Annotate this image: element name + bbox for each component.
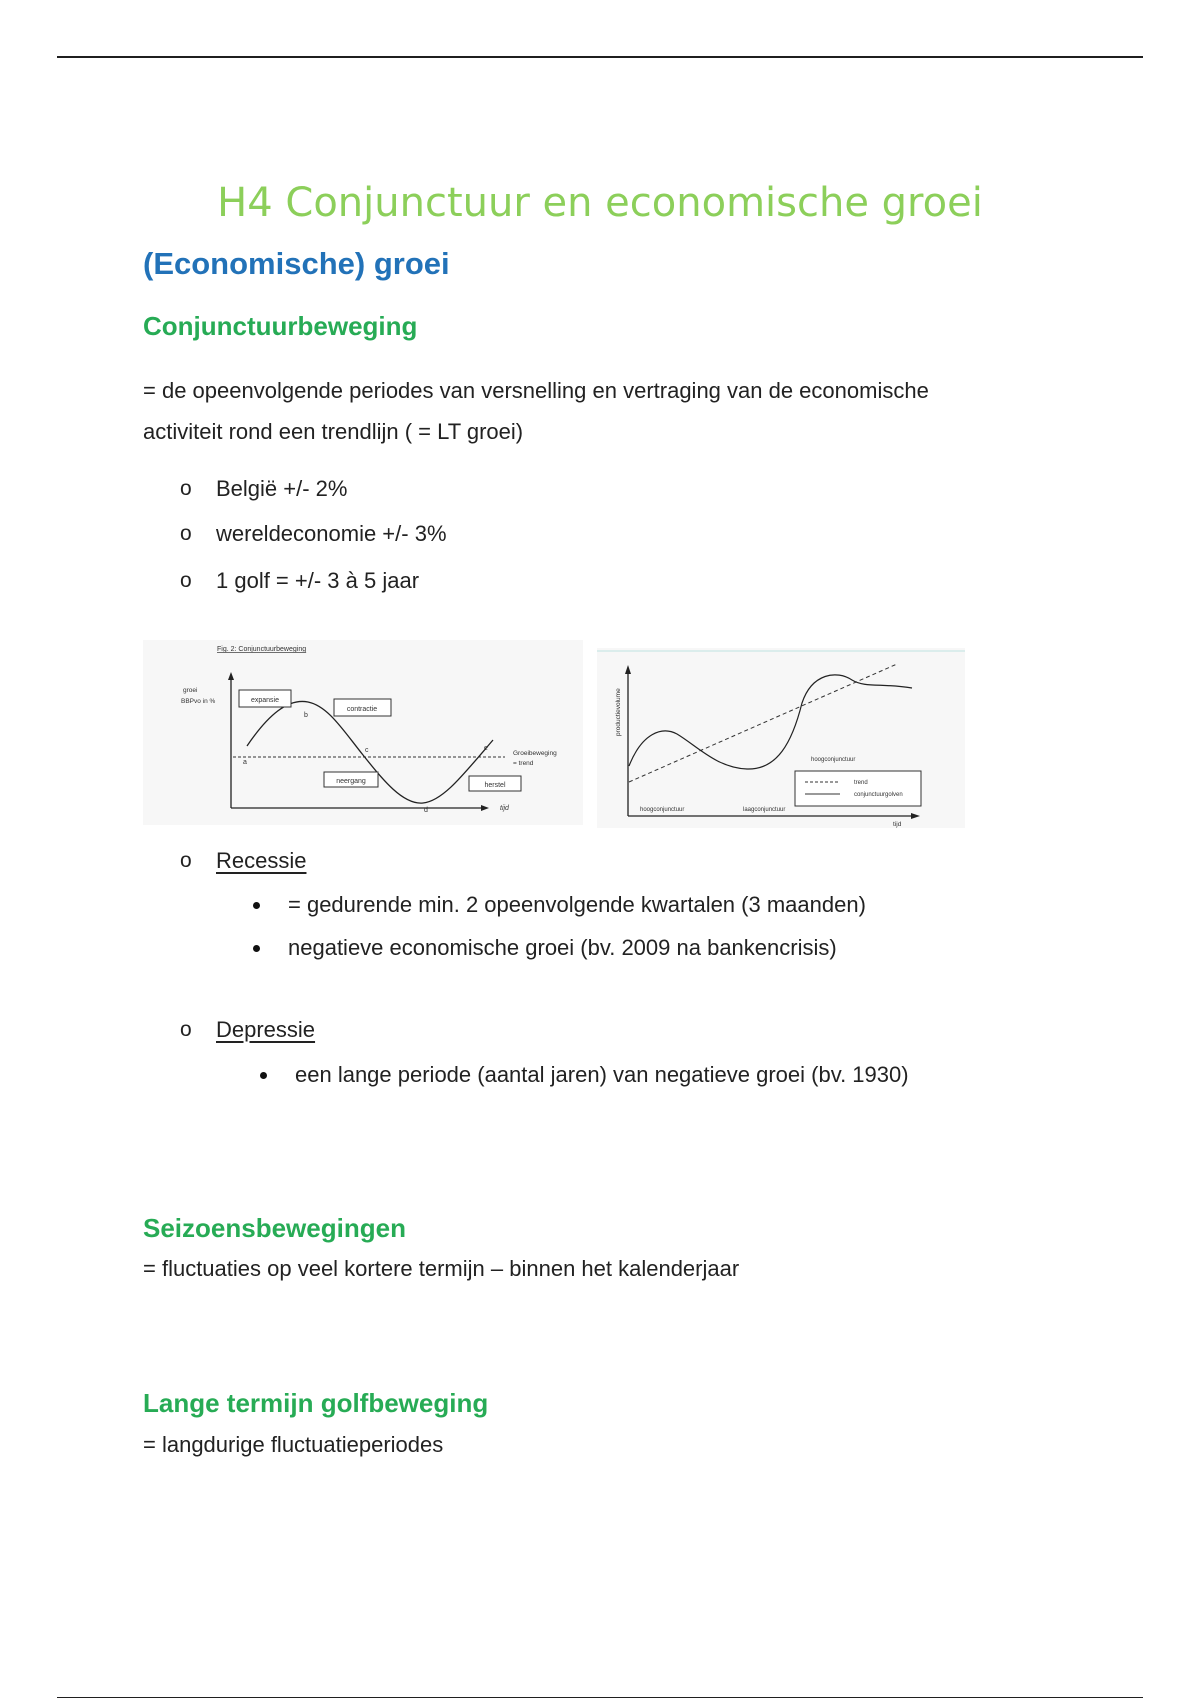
seizoens-definition: = fluctuaties op veel kortere termijn – binnen het kalenderjaar <box>143 1256 740 1281</box>
phase-label: herstel <box>484 782 506 789</box>
y-axis-label: BBPvo in % <box>181 698 216 705</box>
point-label: b <box>304 712 308 719</box>
point-label: c <box>365 747 369 754</box>
x-axis-label: tijd <box>500 805 509 812</box>
bullet-marker: o <box>180 522 192 545</box>
point-label: e <box>484 745 488 752</box>
phase-label: laagconjunctuur <box>743 807 786 813</box>
x-axis-label: tijd <box>893 821 902 828</box>
figure-background <box>143 640 583 825</box>
list-item: = gedurende min. 2 opeenvolgende kwartalen (3 maanden) <box>288 892 866 917</box>
list-item: België +/- 2% <box>216 476 348 501</box>
list-item: 1 golf = +/- 3 à 5 jaar <box>216 568 420 593</box>
y-axis-label: groei <box>183 687 198 694</box>
definition-line-2: activiteit rond een trendlijn ( = LT groei) <box>143 419 524 444</box>
figure-caption: Fig. 2: Conjunctuurbeweging <box>217 646 307 653</box>
page-title: H4 Conjunctuur en economische groei <box>217 180 983 226</box>
trend-label: = trend <box>513 760 534 767</box>
lange-termijn-definition: = langdurige fluctuatieperiodes <box>143 1432 444 1457</box>
subheading-lange-termijn: Lange termijn golfbeweging <box>143 1388 489 1418</box>
list-item: negatieve economische groei (bv. 2009 na bankencrisis) <box>288 935 837 960</box>
header-rule <box>57 56 1143 58</box>
footer-rule <box>57 1697 1143 1698</box>
section-heading: (Economische) groei <box>143 246 450 281</box>
subheading-conjunctuurbeweging: Conjunctuurbeweging <box>143 311 418 341</box>
bullet-marker: o <box>180 849 192 872</box>
list-item: een lange periode (aantal jaren) van negatieve groei (bv. 1930) <box>295 1062 909 1087</box>
bullet-marker: o <box>180 569 192 592</box>
subheading-seizoensbewegingen: Seizoensbewegingen <box>143 1213 406 1243</box>
conjunctuur-figure <box>143 640 583 825</box>
bullet-marker: o <box>180 1018 192 1041</box>
phase-label: expansie <box>250 697 280 704</box>
trend-figure <box>597 648 965 828</box>
list-item: wereldeconomie +/- 3% <box>216 521 447 546</box>
trend-label: Groeibeweging <box>513 750 557 757</box>
y-axis-label: productievolume <box>615 688 622 736</box>
phase-label: neergang <box>336 778 366 785</box>
phase-label: hoogconjunctuur <box>640 807 685 813</box>
point-label: a <box>243 759 247 766</box>
bullet-dot <box>253 945 260 952</box>
legend-label: trend <box>854 780 868 786</box>
bullet-dot <box>260 1072 267 1079</box>
point-label: d <box>424 807 428 814</box>
recessie-label: Recessie <box>216 848 307 873</box>
bullet-dot <box>253 902 260 909</box>
legend-box <box>795 771 921 806</box>
phase-label: hoogconjunctuur <box>811 757 856 763</box>
bullet-marker: o <box>180 477 192 500</box>
depressie-label: Depressie <box>216 1017 316 1042</box>
phase-label: contractie <box>346 706 378 713</box>
legend-label: conjunctuurgolven <box>854 792 903 798</box>
definition-line-1: = de opeenvolgende periodes van versnelling en vertraging van de economische <box>143 378 929 403</box>
